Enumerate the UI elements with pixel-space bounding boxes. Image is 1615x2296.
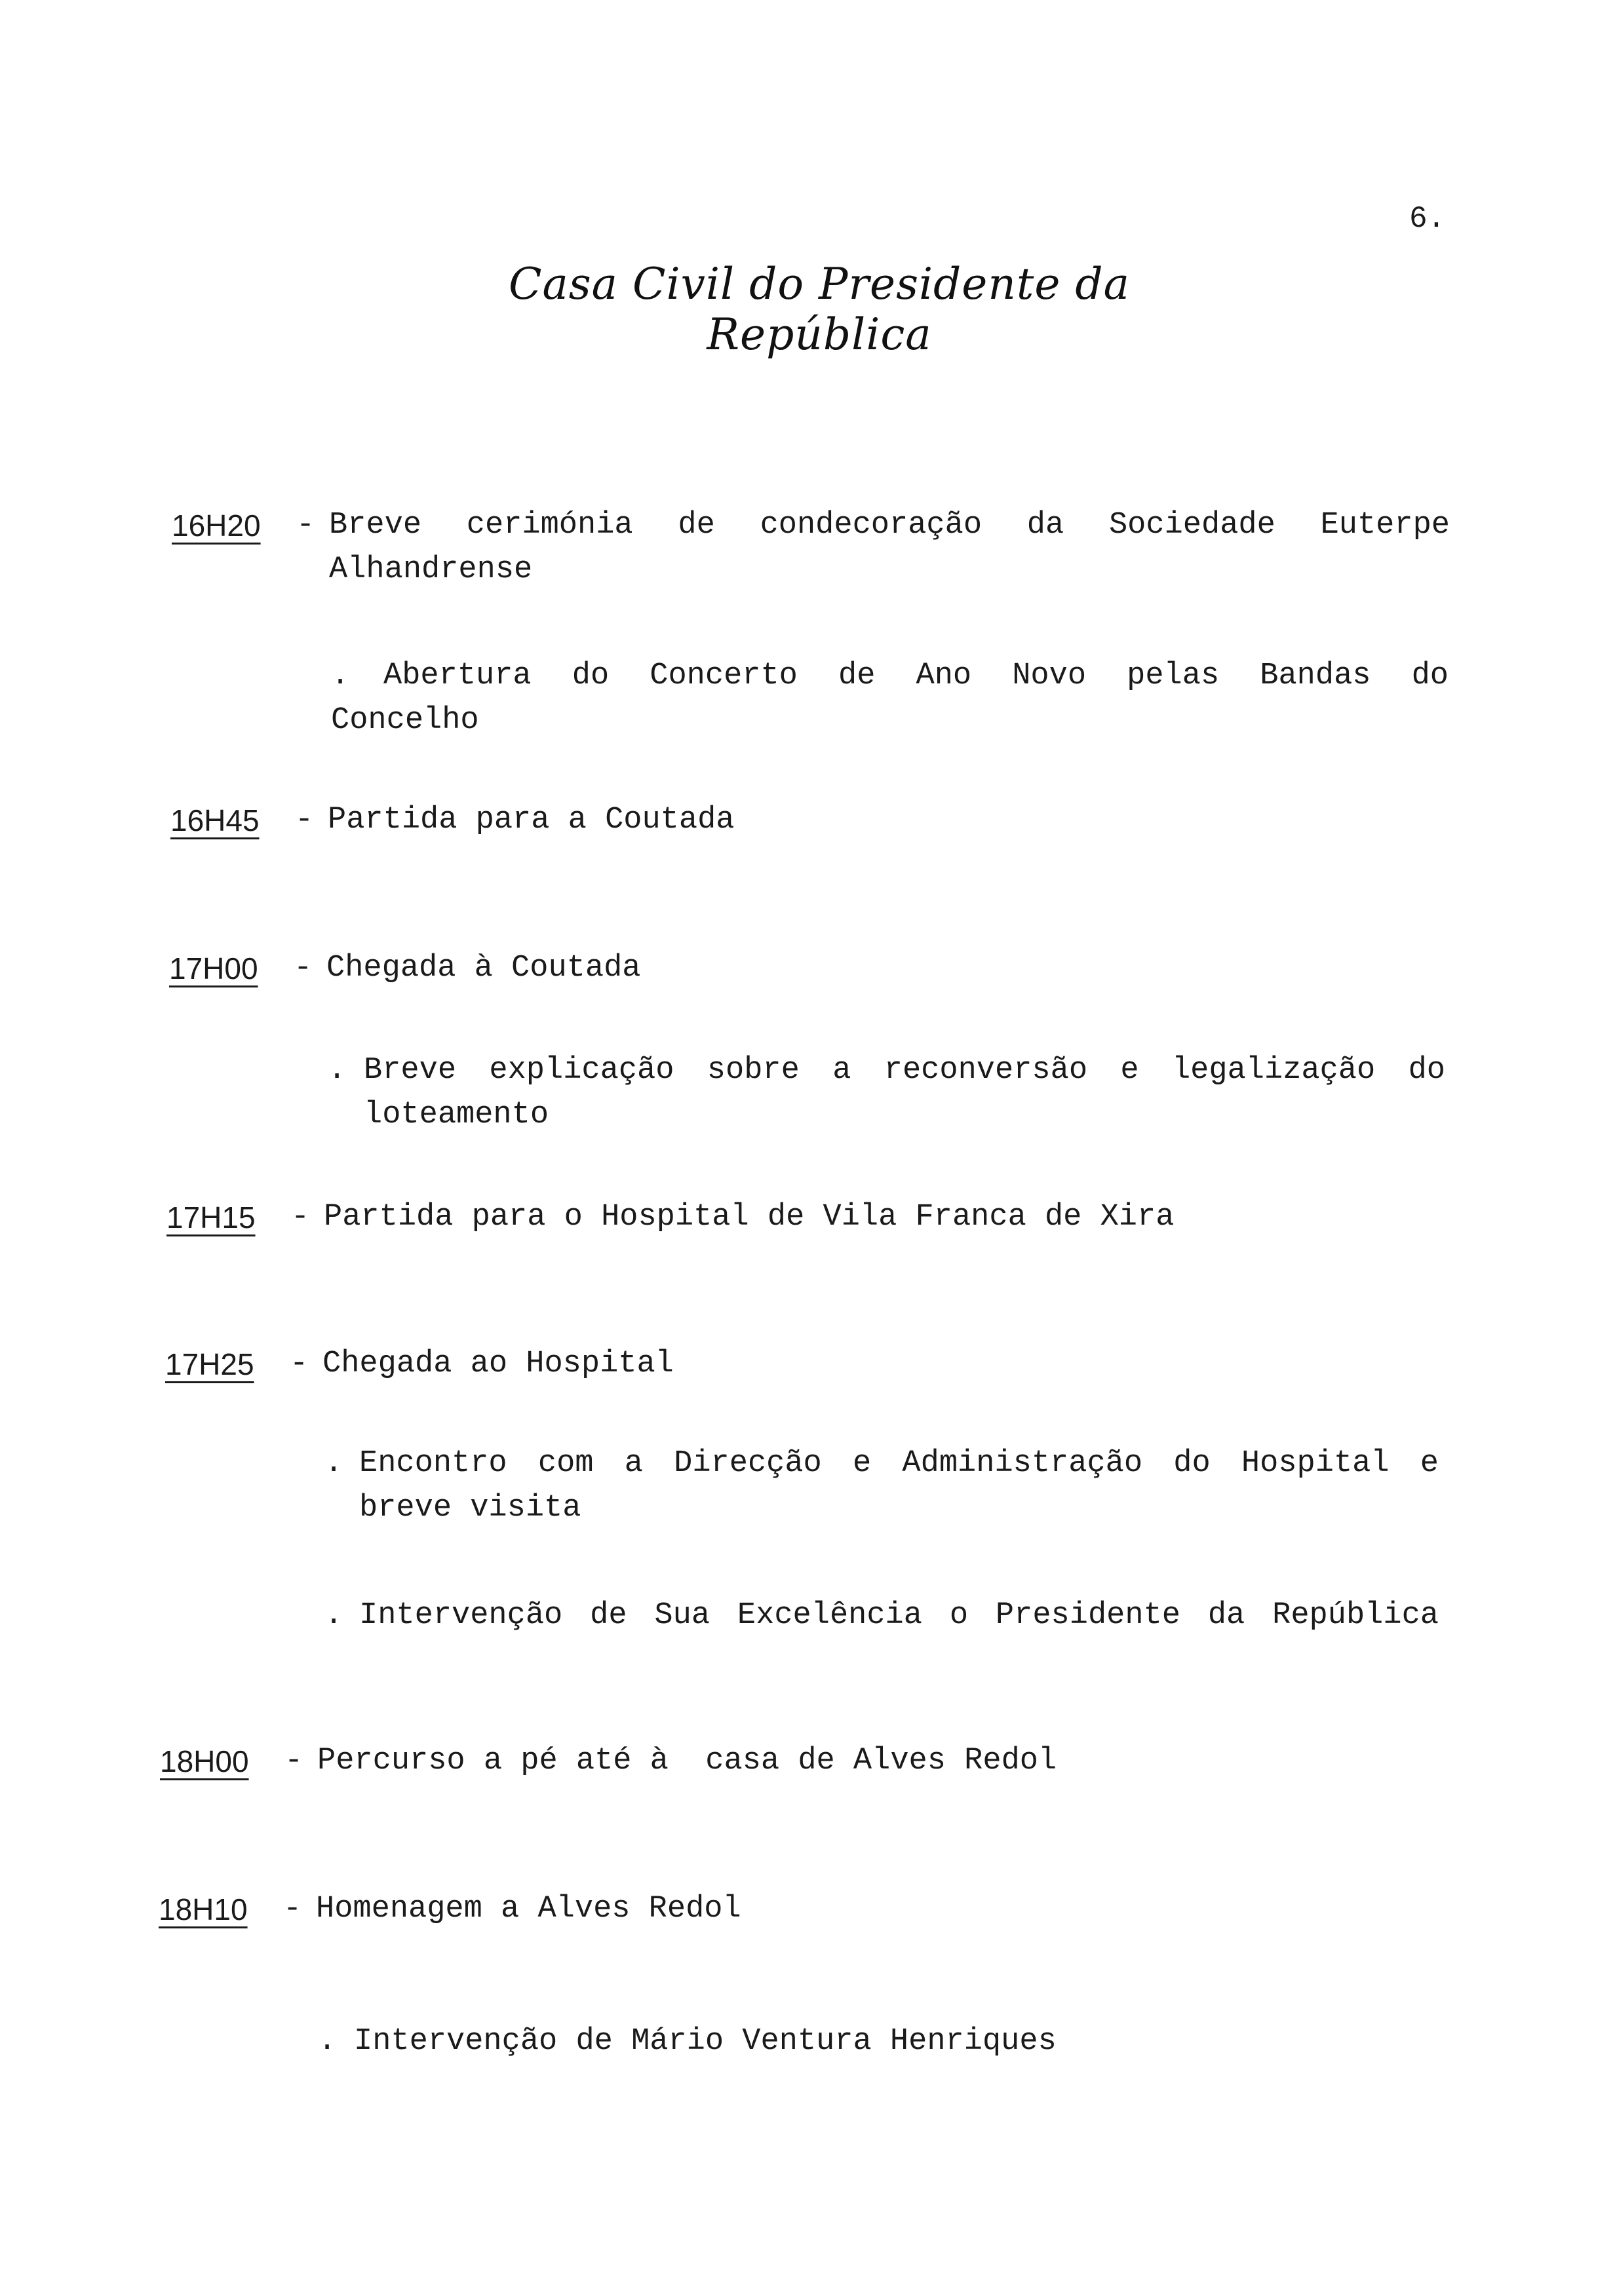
entry-dash: - xyxy=(294,951,313,985)
bullet-line: Intervenção de Mário Ventura Henriques xyxy=(354,2024,1057,2059)
entry-dash: - xyxy=(290,1347,309,1381)
bullet-dot: . xyxy=(331,659,350,693)
letterhead: Casa Civil do Presidente da República xyxy=(508,259,1131,360)
bullet-line: Abertura do Concerto de Ano Novo pelas Bandas do xyxy=(383,659,1449,693)
entry-dash: - xyxy=(295,803,314,837)
entry-time: 18H00 xyxy=(160,1744,249,1778)
bullet-dot: . xyxy=(324,1598,343,1633)
entry-dash: - xyxy=(283,1892,302,1926)
entry-time: 18H10 xyxy=(159,1892,248,1926)
entry-time: 17H00 xyxy=(169,951,258,985)
bullet-line: loteamento xyxy=(364,1098,549,1132)
entry-dash: - xyxy=(291,1200,310,1234)
bullet-line: breve visita xyxy=(359,1491,581,1525)
schedule-entry xyxy=(170,798,1449,844)
entry-time: 17H25 xyxy=(165,1347,254,1381)
schedule-entry xyxy=(169,946,1447,992)
bullet-dot: . xyxy=(324,1446,343,1481)
schedule-entry xyxy=(159,1887,1437,1933)
bullet-line: Encontro com a Direcção e Administração do Hospital e xyxy=(359,1446,1439,1481)
schedule-bullet xyxy=(318,2019,1432,2065)
bullet-line: Intervenção de Sua Excelência o Presidente da República xyxy=(359,1598,1439,1633)
entry-description: Percurso a pé até à casa de Alves Redol xyxy=(317,1744,1057,1778)
schedule-entry xyxy=(166,1195,1445,1241)
entry-dash: - xyxy=(284,1744,303,1778)
bullet-dot: . xyxy=(328,1053,347,1088)
entry-description: Partida para a Coutada xyxy=(328,803,735,837)
bullet-line: Breve explicação sobre a reconversão e legalização do xyxy=(364,1053,1445,1088)
entry-description: Chegada à Coutada xyxy=(326,951,641,985)
schedule-bullet xyxy=(324,1594,1442,1639)
page-number: 6. xyxy=(1409,202,1446,236)
entry-time: 16H45 xyxy=(170,803,260,837)
schedule-bullet xyxy=(328,1048,1449,1140)
entry-dash: - xyxy=(296,508,315,543)
entry-line: Breve cerimónia de condecoração da Sociedade Euterpe xyxy=(329,508,1450,543)
schedule-entry xyxy=(165,1342,1443,1388)
schedule-entry xyxy=(172,503,1450,595)
schedule-entry xyxy=(160,1739,1438,1785)
schedule-bullet xyxy=(331,654,1449,746)
entry-description: Chegada ao Hospital xyxy=(322,1347,674,1381)
entry-time: 16H20 xyxy=(172,508,261,543)
bullet-line: Concelho xyxy=(331,703,479,738)
bullet-dot: . xyxy=(318,2024,337,2059)
schedule-bullet xyxy=(324,1442,1442,1533)
entry-description: Homenagem a Alves Redol xyxy=(316,1892,741,1926)
entry-description: Partida para o Hospital de Vila Franca de Xira xyxy=(324,1200,1175,1234)
entry-time: 17H15 xyxy=(166,1200,256,1234)
entry-line: Alhandrense xyxy=(329,552,533,587)
entry-description xyxy=(329,503,1450,592)
